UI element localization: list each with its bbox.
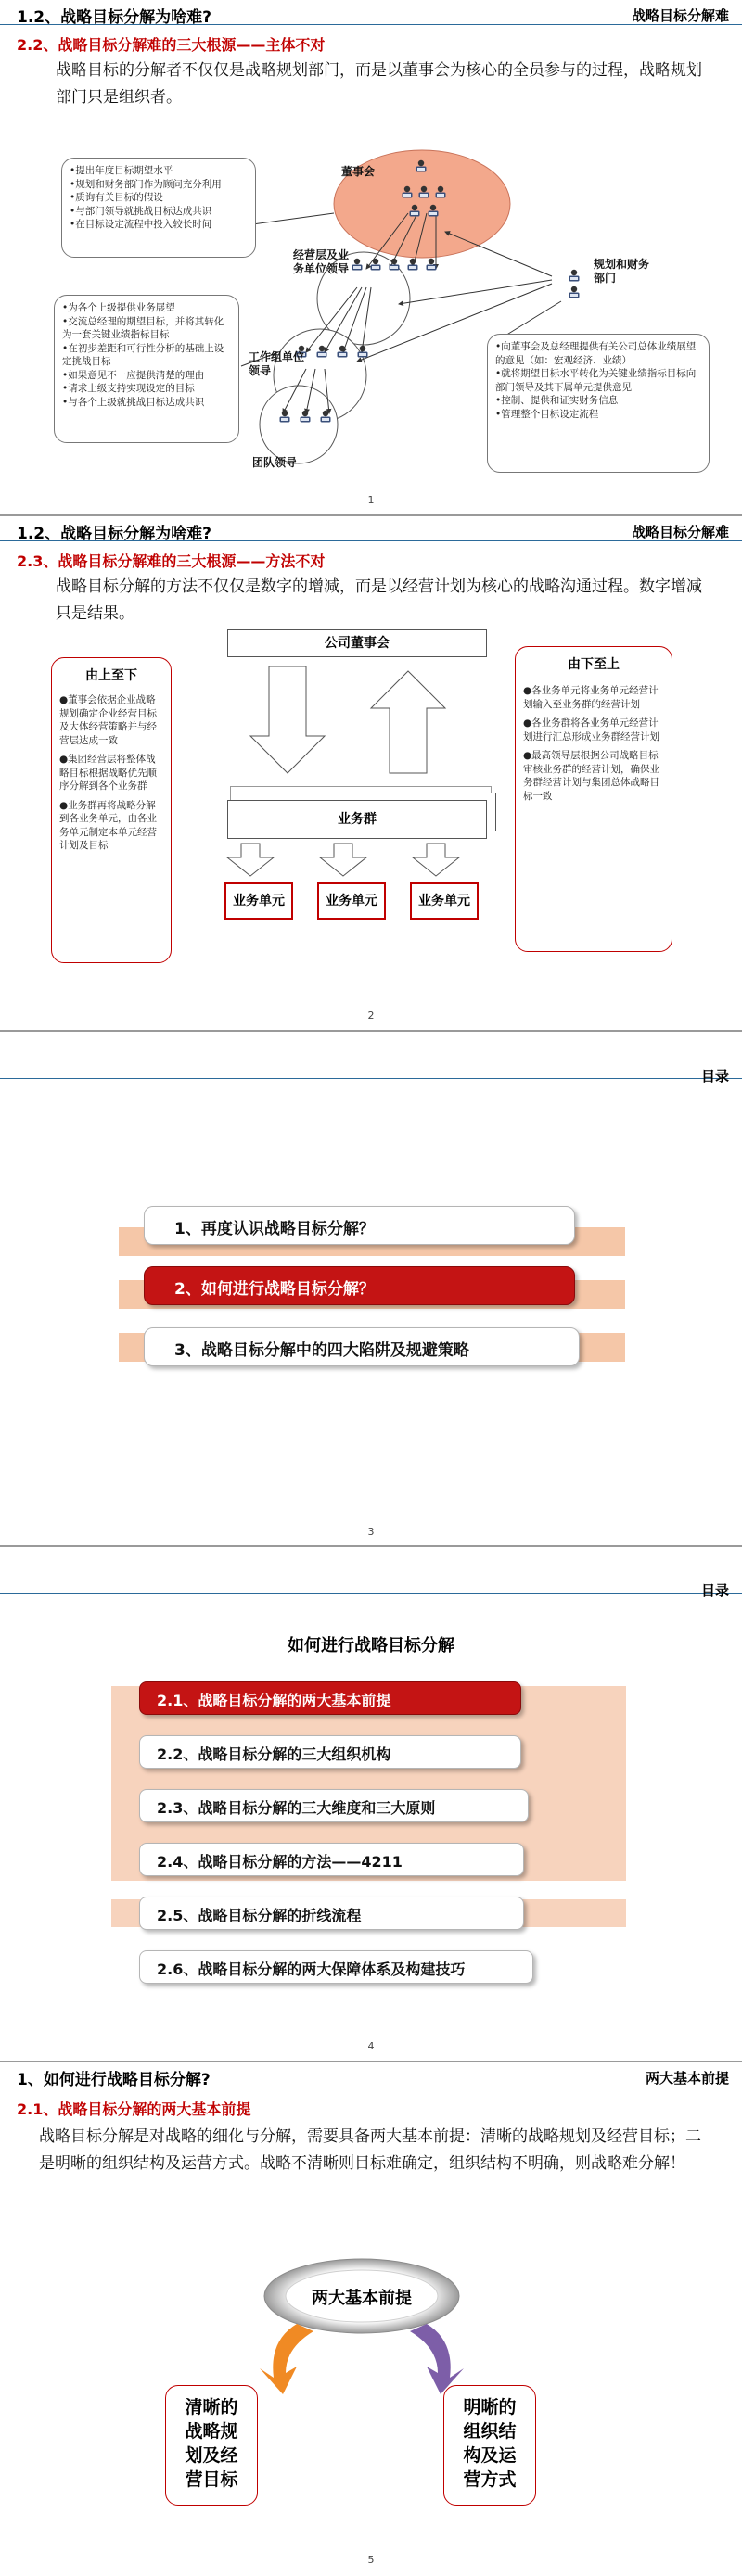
toc-item-3[interactable]: 3、战略目标分解中的四大陷阱及规避策略 xyxy=(144,1327,580,1366)
body-text: 战略目标分解是对战略的细化与分解，需要具备两大基本前提：清晰的战略规划及经营目标；二是明晰的组织结构及运营方式。战略不清晰则目标难确定，组织结构不明确，则战略难分解！ xyxy=(39,2127,701,2173)
header-section: 战略目标分解难 xyxy=(631,7,729,24)
bullet: •在目标设定流程中投入较长时间 xyxy=(70,219,212,230)
bullet: •管理整个目标设定流程 xyxy=(495,408,599,420)
header-section: 战略目标分解难 xyxy=(631,524,729,540)
bullet: •质询有关目标的假设 xyxy=(70,192,163,203)
bullet: •请求上级支持实现设定的目标 xyxy=(62,383,195,394)
panel-item: ●各业务单元将业务单元经营计划输入至业务群的经营计划 xyxy=(523,685,659,710)
label-mid-level: 经营层及业务单位领导 xyxy=(293,248,350,275)
toc-item-2-4[interactable]: 2.4、战略目标分解的方法——4211 xyxy=(139,1843,524,1876)
panel-title: 由下至上 xyxy=(568,657,620,672)
bullet: •向董事会及总经理提供有关公司总体业绩展望的意见（如：宏观经济、业绩） xyxy=(495,341,697,366)
premise-center-label: 两大基本前提 xyxy=(312,2289,412,2308)
bullet: •与部门领导就挑战目标达成共识 xyxy=(70,205,212,217)
panel-item: ●各业务群将各业务单元经营计划进行汇总形成业务群经营计划 xyxy=(523,717,659,742)
bubble-board-duties xyxy=(61,158,256,258)
page-number: 4 xyxy=(367,2040,375,2052)
slide-1 xyxy=(0,0,742,516)
slide-header xyxy=(0,516,742,541)
slide-2 xyxy=(0,516,742,1032)
unit-box: 业务单元 xyxy=(317,882,386,920)
bubble-planning-duties xyxy=(487,334,710,473)
body-text: 战略目标分解的方法不仅仅是数字的增减，而是以经营计划为核心的战略沟通过程。数字增减只是结果。 xyxy=(56,577,702,623)
header-section: 两大基本前提 xyxy=(645,2070,729,2087)
panel-title: 由上至下 xyxy=(85,668,137,683)
panel-item: ●业务群再将战略分解到各业务单元，由各业务单元制定本单元经营计划及目标 xyxy=(59,799,157,851)
toc-item-1[interactable]: 1、再度认识战略目标分解？ xyxy=(144,1206,575,1245)
header-rule xyxy=(0,1078,742,1079)
page-number: 5 xyxy=(367,2554,375,2566)
subtitle: 2.2、战略目标分解难的三大根源——主体不对 xyxy=(17,36,326,54)
toc-item-2-5[interactable]: 2.5、战略目标分解的折线流程 xyxy=(139,1897,524,1930)
bullet: •控制、提供和证实财务信息 xyxy=(495,395,619,406)
label-team-leaders: 团队领导 xyxy=(252,456,298,469)
label-planning-dept: 规划和财务部门 xyxy=(594,258,650,285)
unit-box: 业务单元 xyxy=(410,882,479,920)
toc-item-2-3[interactable]: 2.3、战略目标分解的三大维度和三大原则 xyxy=(139,1789,529,1822)
premise-org-box: 明晰的组织结构及运营方式 xyxy=(443,2385,536,2506)
slide-header xyxy=(0,2062,742,2087)
toc-item-2-6[interactable]: 2.6、战略目标分解的两大保障体系及构建技巧 xyxy=(139,1950,533,1984)
board-box: 公司董事会 xyxy=(227,629,487,657)
toc-item-2-2[interactable]: 2.2、战略目标分解的三大组织机构 xyxy=(139,1735,521,1769)
label-board: 董事会 xyxy=(341,165,376,178)
header-rule xyxy=(0,1593,742,1594)
label-unit-leaders: 工作组单位领导 xyxy=(249,350,305,377)
body-text: 战略目标的分解者不仅仅是战略规划部门，而是以董事会为核心的全员参与的过程，战略规划部门只是组织者。 xyxy=(56,61,702,107)
toc-item-2-active[interactable]: 2、如何进行战略目标分解？ xyxy=(144,1266,575,1305)
premise-strategy-box: 清晰的战略规划及经营目标 xyxy=(165,2385,258,2506)
bubble-leader-duties xyxy=(54,295,239,443)
business-group-box: 业务群 xyxy=(227,800,487,839)
header-section: 目录 xyxy=(700,1582,729,1599)
subtitle: 2.3、战略目标分解难的三大根源——方法不对 xyxy=(17,552,326,570)
toc-item-2-1-active[interactable]: 2.1、战略目标分解的两大基本前提 xyxy=(139,1681,521,1715)
page-number: 3 xyxy=(367,1526,375,1538)
bullet: •如果意见不一应提供清楚的理由 xyxy=(62,369,205,381)
header-title: 1.2、战略目标分解为啥难? xyxy=(17,8,211,27)
bullet: •提出年度目标期望水平 xyxy=(70,165,173,176)
bullet: •在初步差距和可行性分析的基础上设定挑战目标 xyxy=(62,342,224,367)
bullet: •规划和财务部门作为顾问充分利用 xyxy=(70,178,222,190)
flow-arrows xyxy=(223,657,501,806)
page-number: 1 xyxy=(367,494,375,506)
header-title: 1、如何进行战略目标分解? xyxy=(17,2071,211,2089)
slide-4 xyxy=(0,1547,742,2062)
bottom-up-panel xyxy=(515,646,672,952)
premise-diagram xyxy=(232,2257,529,2396)
bullet: •交流总经理的期望目标，并将其转化为一套关键业绩指标目标 xyxy=(62,315,224,340)
panel-item: ●董事会依据企业战略规划确定企业经营目标及大体经营策略并与经营层达成一致 xyxy=(59,694,157,746)
panel-item: ●最高领导层根据公司战略目标审核业务群的经营计划，确保业务群经营计划与集团总体战略目标一致 xyxy=(523,750,659,802)
top-down-panel xyxy=(51,657,172,963)
header-title: 1.2、战略目标分解为啥难? xyxy=(17,525,211,543)
section-title: 如何进行战略目标分解 xyxy=(288,1636,454,1656)
unit-box: 业务单元 xyxy=(224,882,293,920)
subtitle: 2.1、战略目标分解的两大基本前提 xyxy=(17,2100,251,2118)
panel-item: ●集团经营层将整体战略目标根据战略优先顺序分解到各个业务群 xyxy=(59,754,157,792)
slide-5 xyxy=(0,2062,742,2576)
bullet: •就将期望目标水平转化为关键业绩指标目标向部门领导及其下属单元提供意见 xyxy=(495,368,697,393)
header-section: 目录 xyxy=(700,1068,729,1085)
slide-3 xyxy=(0,1032,742,1547)
bullet: •为各个上级提供业务展望 xyxy=(62,302,175,313)
bullet: •与各个上级就挑战目标达成共识 xyxy=(62,396,205,408)
slide-header xyxy=(0,0,742,25)
page-number: 2 xyxy=(367,1009,375,1022)
